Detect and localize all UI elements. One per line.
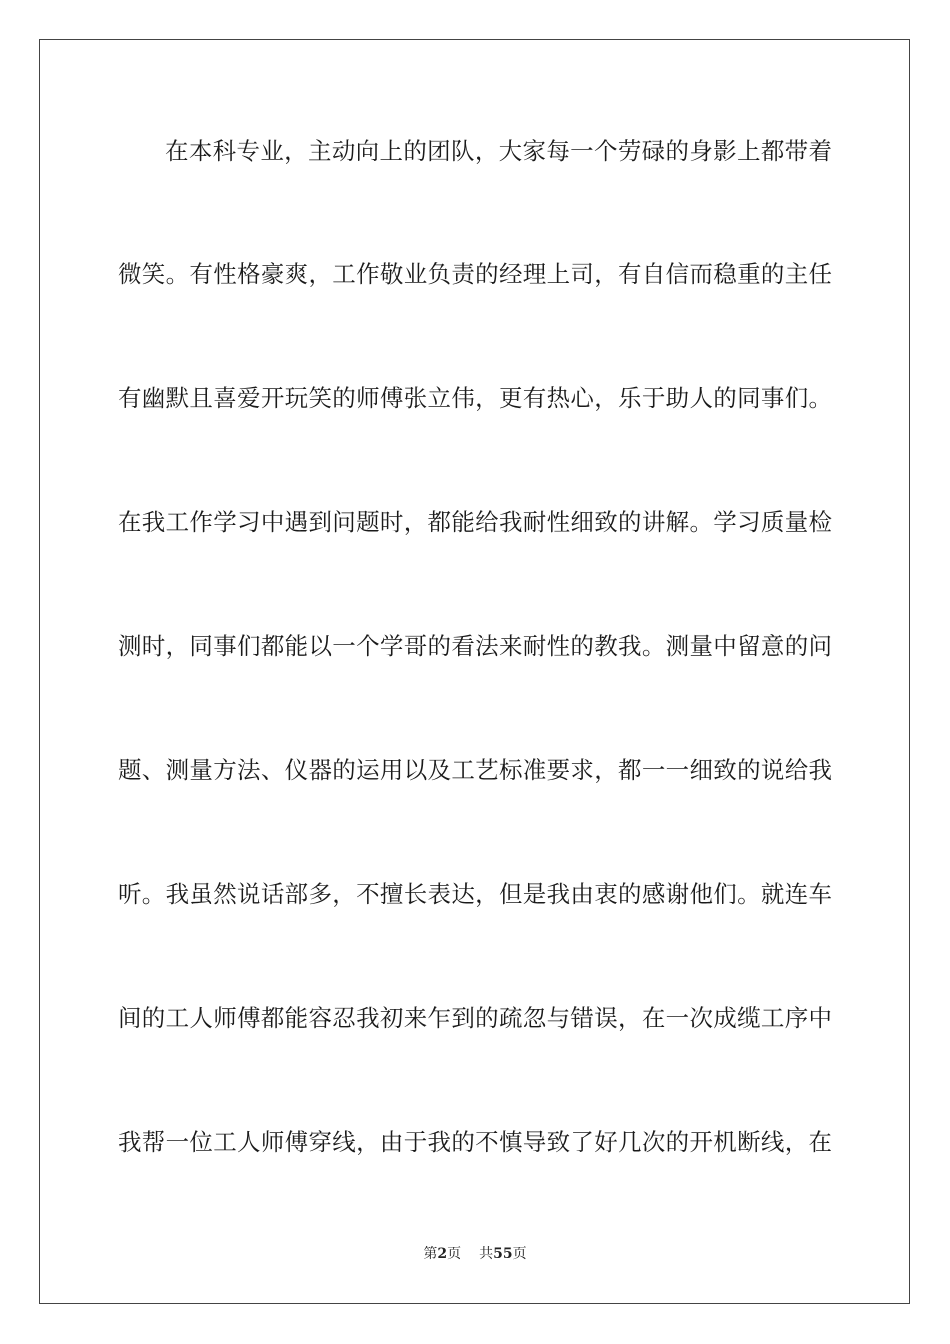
paragraph-line-9: 我帮一位工人师傅穿线，由于我的不慎导致了好几次的开机断线，在 bbox=[118, 1128, 832, 1156]
page-number: 2 bbox=[437, 1246, 448, 1262]
total-suffix: 页 bbox=[512, 1246, 527, 1262]
paragraph-line-4: 在我工作学习中遇到问题时，都能给我耐性细致的讲解。学习质量检 bbox=[118, 508, 832, 536]
page-prefix: 第 bbox=[423, 1246, 438, 1262]
total-pages: 55 bbox=[493, 1246, 513, 1262]
page-border bbox=[39, 39, 910, 1304]
paragraph-line-6: 题、测量方法、仪器的运用以及工艺标准要求，都一一细致的说给我 bbox=[118, 756, 832, 784]
paragraph-line-5: 测时，同事们都能以一个学哥的看法来耐性的教我。测量中留意的问 bbox=[118, 632, 832, 660]
page-suffix: 页 bbox=[447, 1246, 462, 1262]
total-prefix: 共 bbox=[479, 1246, 494, 1262]
page-footer bbox=[0, 1245, 950, 1263]
paragraph-line-1: 在本科专业，主动向上的团队，大家每一个劳碌的身影上都带着 bbox=[165, 137, 832, 165]
paragraph-line-7: 听。我虽然说话部多，不擅长表达，但是我由衷的感谢他们。就连车 bbox=[118, 880, 832, 908]
paragraph-line-8: 间的工人师傅都能容忍我初来乍到的疏忽与错误，在一次成缆工序中 bbox=[118, 1004, 832, 1032]
paragraph-line-3: 有幽默且喜爱开玩笑的师傅张立伟，更有热心，乐于助人的同事们。 bbox=[118, 384, 832, 412]
paragraph-line-2: 微笑。有性格豪爽，工作敬业负责的经理上司，有自信而稳重的主任 bbox=[118, 260, 832, 288]
